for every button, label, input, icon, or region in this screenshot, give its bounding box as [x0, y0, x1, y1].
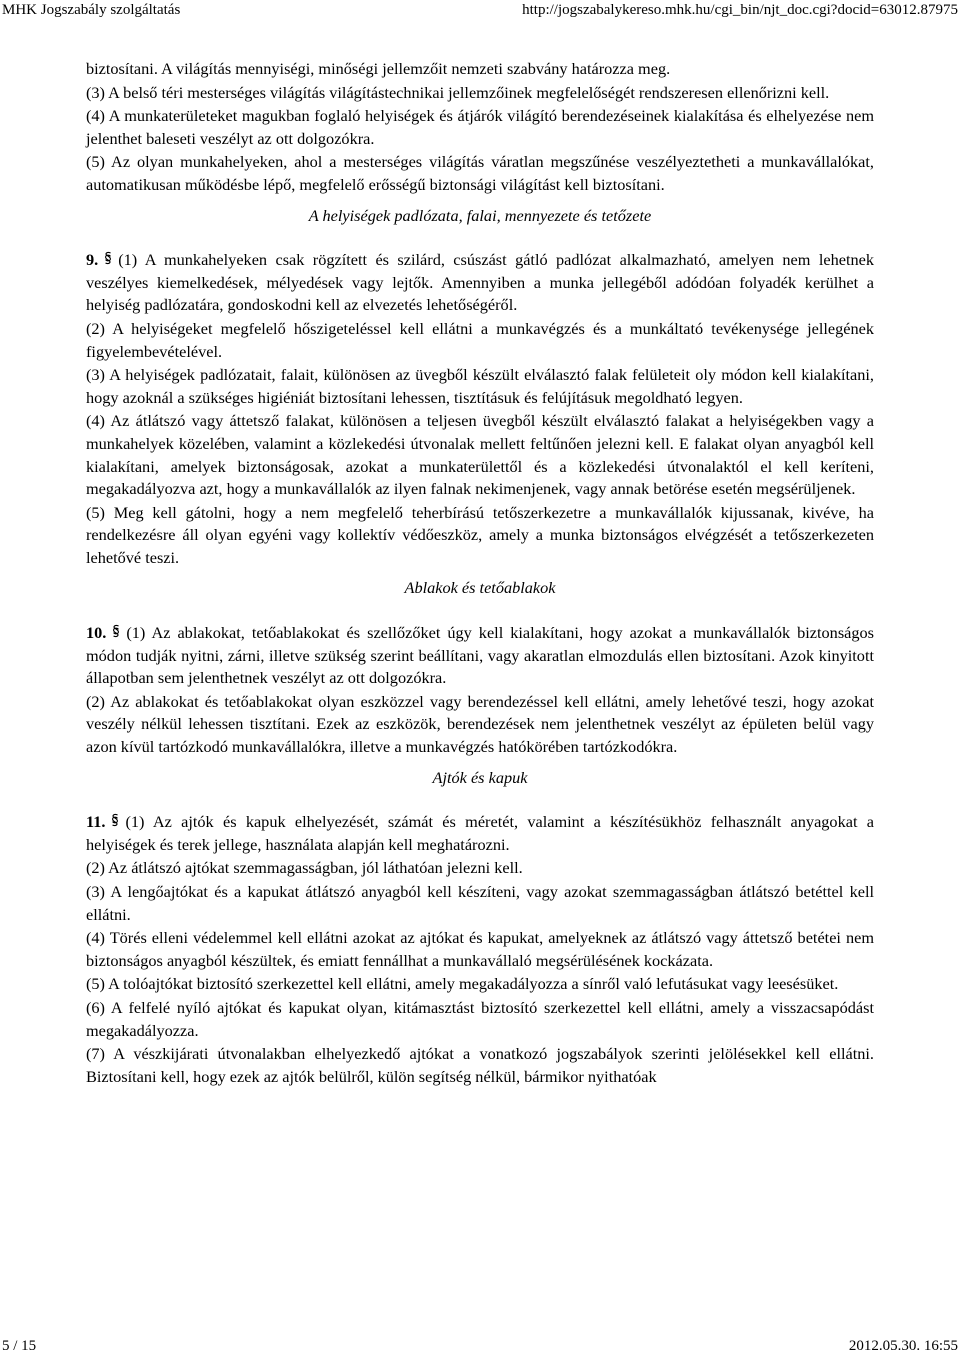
article-number: 10.: [86, 623, 107, 643]
paragraph: (3) A lengőajtókat és a kapukat átlátszó anyagból kell készíteni, vagy azokat szemmagasságban átlátszó betéttel kell ellátni.: [86, 882, 874, 924]
paragraph-text: (1) A munkahelyeken csak rögzített és szilárd, csúszást gátló padlózat alkalmazható, amelyen nem lehetnek veszélyes kiemelkedések, mélyedések vagy lejtők. Amennyiben a munka jellegéből adódóan folyadék kerülhet a helyiség padlózatára, gondoskodni kell az elvezetés lehetőségéről.: [86, 250, 874, 315]
paragraph: (4) Törés elleni védelemmel kell ellátni azokat az ajtókat és kapukat, amelyeknek az átlátszó vagy áttetsző betétei nem biztonságos anyagból készültek, és emiatt fennállhat a munkavállaló megsérülésének kockázata.: [86, 928, 874, 970]
article-10-paragraph-1: [86, 622, 874, 690]
header-url: http://jogszabalykereso.mhk.hu/cgi_bin/njt_doc.cgi?docid=63012.87975: [522, 2, 958, 18]
article-number: 11.: [86, 812, 106, 832]
article-number: 9.: [86, 250, 99, 270]
paragraph: (2) Az átlátszó ajtókat szemmagasságban, jól láthatóan jelezni kell.: [86, 858, 523, 878]
paragraph: (5) A tolóajtókat biztosító szerkezettel kell ellátni, amely megakadályozza a sínről való lefutásukat vagy leesésüket.: [86, 974, 839, 994]
article-9-paragraph-1: [86, 249, 874, 317]
paragraph-text: (1) Az ablakokat, tetőablakokat és szellőzőket úgy kell kialakítani, hogy azokat a munkavállalók biztonságos módon tudják nyitni, zárni, illetve szükség szerint beállítani, vagy akaratlan elmozdulás ellen biztosítani. Azok kinyitott állapotban sem jelenthetnek veszélyt az ott dolgozókra.: [86, 623, 874, 688]
page-number: 5 / 15: [2, 1338, 37, 1354]
paragraph-text: (1) Az ajtók és kapuk elhelyezését, számát és méretét, valamint a készítésükhöz felhasznált anyagokat a helyiségek és terek jellege, használata alapján kell meghatározni.: [86, 812, 874, 854]
paragraph: (2) Az ablakokat és tetőablakokat olyan eszközzel vagy berendezéssel kell ellátni, amely lehetővé teszi, hogy azokat veszély nélkül lehessen tisztítani. Ezek az eszközök, berendezések nem jelenthetnek veszélyt az épületen belül vagy azon kívül tartózkodó munkavállalókra, illetve a munkavégzés hatókörében tartózkodókra.: [86, 691, 874, 757]
section-link-icon[interactable]: [109, 811, 121, 834]
paragraph: (2) A helyiségeket megfelelő hőszigeteléssel kell ellátni a munkavégzés és a munkáltató tevékenysége jellegének figyelembevételével.: [86, 318, 874, 361]
document-body: [86, 58, 874, 1088]
paragraph: (5) Meg kell gátolni, hogy a nem megfelelő teherbírású tetőszerkezetre a munkavállalók kijussanak, kivéve, ha rendelkezésre áll olyan egyéni vagy kollektív védőeszköz, amely a munka biztonságos elvégzését a tetőszerkezeten lehetővé teszi.: [86, 502, 874, 567]
paragraph: (3) A belső téri mesterséges világítás világítástechnikai jellemzőinek megfelelőségét rendszeresen ellenőrizni kell.: [86, 82, 830, 102]
section-title: A helyiségek padlózata, falai, mennyezete és tetőzete: [308, 205, 652, 225]
page-footer: [0, 1336, 960, 1356]
header-site-name: MHK Jogszabály szolgáltatás: [2, 2, 181, 18]
paragraph: (4) A munkaterületeket magukban foglaló helyiségek és átjárók világító berendezéseinek kialakítása és elhelyezése nem jelenthet baleseti veszélyt az ott dolgozókra.: [86, 106, 874, 148]
paragraph: (3) A helyiségek padlózatait, falait, különösen az üvegből készült elválasztó falak felületeit oly módon kell kialakítani, hogy azoknál a szükséges higiéniát biztosítani lehessen, tisztításuk és felújításuk megoldható legyen.: [86, 365, 874, 407]
section-link-icon[interactable]: [110, 622, 122, 645]
section-title: Ablakok és tetőablakok: [404, 578, 556, 598]
print-datetime: 2012.05.30. 16:55: [848, 1338, 958, 1354]
section-title: Ajtók és kapuk: [432, 767, 528, 787]
section-link-icon[interactable]: [102, 249, 114, 272]
page-header: [0, 0, 960, 24]
article-11-paragraph-1: [86, 811, 874, 856]
paragraph: (6) A felfelé nyíló ajtókat és kapukat olyan, kitámasztást biztosító szerkezettel kell ellátni, amely a visszacsapódást megakadályozza.: [86, 997, 874, 1040]
paragraph: (5) Az olyan munkahelyeken, ahol a mesterséges világítás váratlan megszűnése veszélyeztetheti a munkavállalókat, automatikusan működésbe lépő, megfelelő erősségű biztonsági világítást kell biztosítani.: [86, 152, 874, 194]
paragraph: biztosítani. A világítás mennyiségi, minőségi jellemzőit nemzeti szabvány határozza meg.: [86, 59, 671, 78]
paragraph: (4) Az átlátszó vagy áttetsző falakat, különösen a teljesen üvegből készült elválasztó falakat a helyiségekben vagy a munkahelyek közelében, valamint a közlekedési útvonalak mellett feltűnően jelezni kell. E falakat olyan anyagból kell kialakítani, amelyek biztonságosak, azokat a munkaterülettől és a közlekedési útvonalaktól el kell keríteni, megakadályozva azt, hogy a munkavállalók az ilyen falnak nekimenjenek, vagy annak betörése esetén megsérüljenek.: [86, 411, 874, 499]
paragraph: (7) A vészkijárati útvonalakban elhelyezkedő ajtókat a vonatkozó jogszabályok szerinti jelölésekkel kell ellátni. Biztosítani kell, hogy ezek az ajtók belülről, külön segítség nélkül, bármikor nyithatóak: [86, 1044, 874, 1086]
